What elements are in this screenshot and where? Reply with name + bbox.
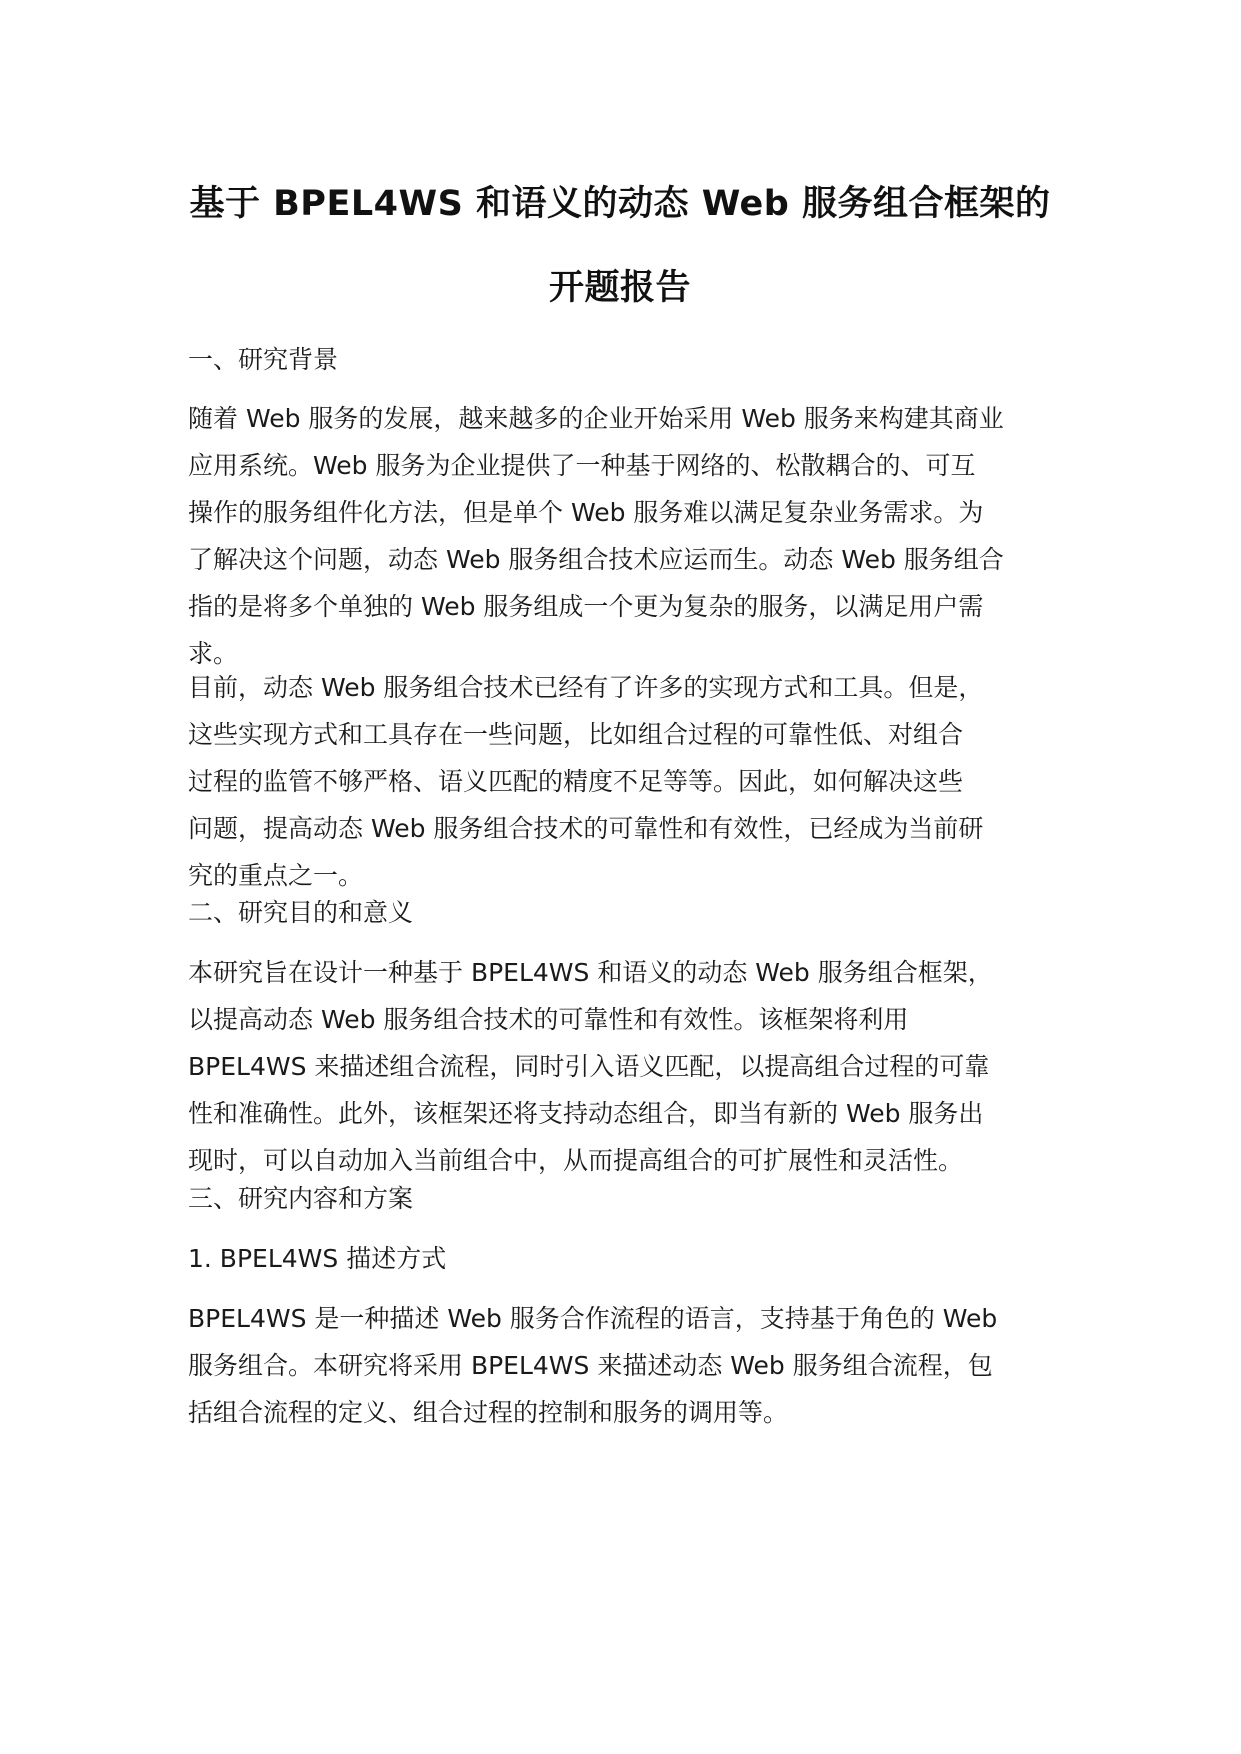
paragraph-line: 操作的服务组件化方法，但是单个 Web 服务难以满足复杂业务需求。为 [188,498,984,527]
paragraph-line: 指的是将多个单独的 Web 服务组成一个更为复杂的服务，以满足用户需 [188,592,984,621]
paragraph-line: 括组合流程的定义、组合过程的控制和服务的调用等。 [188,1398,789,1427]
subsection-heading-bpel4ws: 1. BPEL4WS 描述方式 [188,1244,447,1273]
section-heading-purpose: 二、研究目的和意义 [188,898,414,927]
paragraph-line: 究的重点之一。 [188,861,364,890]
paragraph-line: 性和准确性。此外，该框架还将支持动态组合，即当有新的 Web 服务出 [188,1099,984,1128]
document-title-line-1: 基于 BPEL4WS 和语义的动态 Web 服务组合框架的 [189,184,1051,224]
paragraph-line: 目前，动态 Web 服务组合技术已经有了许多的实现方式和工具。但是， [188,673,984,702]
section-heading-research-background: 一、研究背景 [188,345,339,374]
paragraph-line: 了解决这个问题，动态 Web 服务组合技术应运而生。动态 Web 服务组合 [188,545,1004,574]
paragraph-line: BPEL4WS 来描述组合流程，同时引入语义匹配，以提高组合过程的可靠 [188,1052,990,1081]
paragraph-line: 本研究旨在设计一种基于 BPEL4WS 和语义的动态 Web 服务组合框架， [188,958,993,987]
paragraph-line: 问题，提高动态 Web 服务组合技术的可靠性和有效性，已经成为当前研 [188,814,984,843]
paragraph-line: 随着 Web 服务的发展，越来越多的企业开始采用 Web 服务来构建其商业 [188,404,1004,433]
paragraph-line: BPEL4WS 是一种描述 Web 服务合作流程的语言，支持基于角色的 Web [188,1304,998,1333]
paragraph-line: 应用系统。Web 服务为企业提供了一种基于网络的、松散耦合的、可互 [188,451,976,480]
paragraph-line: 这些实现方式和工具存在一些问题，比如组合过程的可靠性低、对组合 [188,720,964,749]
paragraph-background-2 [188,664,1058,899]
paragraph-line: 服务组合。本研究将采用 BPEL4WS 来描述动态 Web 服务组合流程，包 [188,1351,993,1380]
paragraph-line: 求。 [188,639,239,668]
paragraph-line: 过程的监管不够严格、语义匹配的精度不足等等。因此，如何解决这些 [188,767,964,796]
paragraph-line: 以提高动态 Web 服务组合技术的可靠性和有效性。该框架将利用 [188,1005,909,1034]
section-heading-content-and-plan: 三、研究内容和方案 [188,1184,414,1213]
paragraph-purpose-1 [188,949,1058,1184]
paragraph-bpel4ws-1 [188,1295,1058,1436]
document-title-line-2: 开题报告 [548,268,691,308]
paragraph-background-1 [188,395,1058,677]
paragraph-line: 现时，可以自动加入当前组合中，从而提高组合的可扩展性和灵活性。 [188,1146,964,1175]
